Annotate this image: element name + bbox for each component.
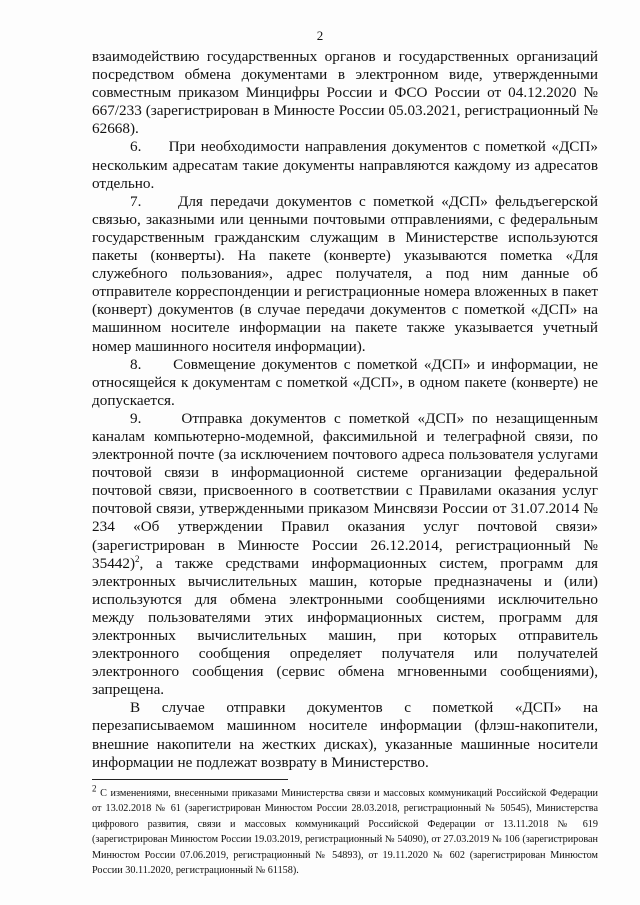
footnote-reference[interactable]: 2 xyxy=(135,553,140,564)
footnote-marker: 2 xyxy=(92,783,97,794)
footnote-text: С изменениями, внесенными приказами Министерства связи и массовых коммуникаций Российской Федерации от 13.02.2018 № 61 (зарегистрирован Минюстом России 28.03.2018, регистрационный № 50545), Министерства цифрового развития, связи и массовых коммуникаций Российской Федерации от 13.11.2018 № 619 (зарегистрирован Минюстом России 19.03.2019, регистрационный № 54090), от 27.03.2019 № 106 (зарегистрирован Минюстом России 07.06.2019, регистрационный № 54893), от 19.11.2020 № 602 (зарегистрирован Минюстом России 30.11.2020, регистрационный № 61158). xyxy=(92,788,599,877)
paragraph-continued: взаимодействию государственных органов и государственных организаций посредством обмена документами в электронном виде, утвержденными совместным приказом Минцифры России и ФСО России от 04.12.2020 № 667/233 (зарегистрирован в Минюсте России 05.03.2021, регистрационный № 62668). xyxy=(92,48,598,138)
paragraph-9-head: 9. Отправка документов с пометкой «ДСП» по незащищенным каналам компьютерно-модемной, факсимильной и телеграфной связи, по электронной почте (за исключением почтового адреса пользователя услугами почтовой связи в информационной системе организации федеральной почтовой связи, присвоенного в соответствии с Правилами оказания услуг почтовой связи, утвержденными приказом Минсвязи России от 31.07.2014 № 234 «Об утверждении Правил оказания услуг почтовой связи» (зарегистрирован в Минюсте России 26.12.2014, регистрационный № 35442) xyxy=(92,409,598,572)
footnote xyxy=(92,783,599,878)
paragraph-9-tail: , а также средствами информационных систем, программ для электронных вычислительных машин, которые предназначены и (или) используются для обмена электронными сообщениями исключительно между пользователями этих информационных систем, программ для электронных вычислительных машин, при которых отправитель электронного сообщения определяет получателя или получателей электронного сообщения (сервис обмена мгновенными сообщениями), запрещена. xyxy=(92,554,598,699)
paragraph-7: 7. Для передачи документов с пометкой «ДСП» фельдъегерской связью, заказными или ценными почтовыми отправлениями, с федеральным государственным гражданским служащим в Министерстве используются пакеты (конверты). На пакете (конверте) указываются пометка «Для служебного пользования», адрес получателя, а под ним данные об отправителе корреспонденции и регистрационные номера вложенных в пакет (конверт) документов (в случае передачи документов с пометкой «ДСП» на машинном носителе информации на пакете также указывается учетный номер машинного носителя информации). xyxy=(92,192,598,355)
paragraph-8: 8. Совмещение документов с пометкой «ДСП» и информации, не относящейся к документам с пометкой «ДСП», в одном пакете (конверте) не допускается. xyxy=(92,355,598,409)
paragraph-9 xyxy=(92,410,598,700)
page-number: 2 xyxy=(316,28,324,43)
document-body xyxy=(92,48,598,772)
paragraph-6: 6. При необходимости направления документов с пометкой «ДСП» нескольким адресатам такие документы направляются каждому из адресатов отдельно. xyxy=(92,138,598,192)
footnote-divider xyxy=(92,779,288,780)
paragraph-9-continued: В случае отправки документов с пометкой «ДСП» на перезаписываемом машинном носителе информации (флэш-накопители, внешние накопители на жестких дисках), указанные машинные носители информации не подлежат возврату в Министерство. xyxy=(92,699,598,771)
